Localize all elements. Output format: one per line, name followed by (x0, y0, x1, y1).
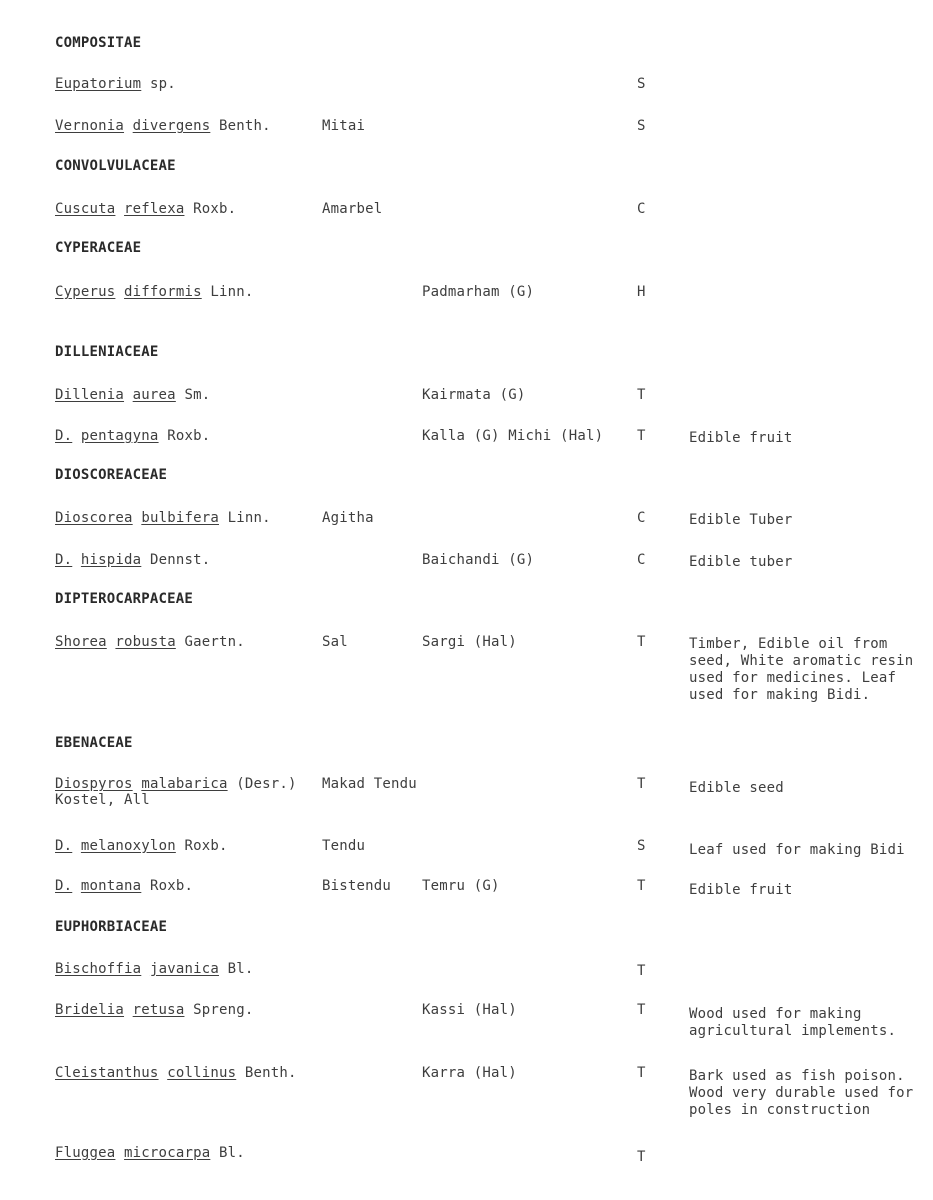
family-heading: EBENACEAE (55, 735, 133, 751)
local-name: Tendu (322, 838, 366, 854)
species-row (0, 634, 933, 714)
species-name: D. melanoxylon Roxb. (55, 838, 228, 854)
other-local-name: Karra (Hal) (422, 1065, 517, 1081)
other-local-name: Baichandi (G) (422, 552, 535, 568)
other-local-name: Temru (G) (422, 878, 500, 894)
habit-code: T (637, 428, 646, 444)
species-row (0, 1065, 933, 1125)
species-row (0, 201, 933, 221)
other-local-name: Kalla (G) Michi (Hal) (422, 428, 604, 444)
uses-note: Edible seed (689, 780, 784, 796)
species-name: Dillenia aurea Sm. (55, 387, 211, 403)
species-row (0, 76, 933, 96)
species-row (0, 510, 933, 530)
species-row (0, 961, 933, 981)
uses-note: Edible tuber (689, 554, 793, 570)
family-heading: EUPHORBIACEAE (55, 919, 168, 935)
family-heading: COMPOSITAE (55, 35, 142, 51)
species-name: Diospyros malabarica (Desr.) Kostel, All (55, 776, 297, 808)
species-name: Vernonia divergens Benth. (55, 118, 271, 134)
uses-note: Edible Tuber (689, 512, 793, 528)
species-name: Eupatorium sp. (55, 76, 176, 92)
species-row (0, 428, 933, 448)
other-local-name: Sargi (Hal) (422, 634, 517, 650)
species-name: Shorea robusta Gaertn. (55, 634, 245, 650)
local-name: Mitai (322, 118, 366, 134)
species-name: Cleistanthus collinus Benth. (55, 1065, 297, 1081)
species-row (0, 838, 933, 858)
habit-code: T (637, 387, 646, 403)
habit-code: T (637, 776, 646, 792)
species-name: Cyperus difformis Linn. (55, 284, 254, 300)
family-heading: DIPTEROCARPACEAE (55, 591, 194, 607)
other-local-name: Padmarham (G) (422, 284, 535, 300)
local-name: Bistendu (322, 878, 392, 894)
family-heading: CYPERACEAE (55, 240, 142, 256)
species-name: Cuscuta reflexa Roxb. (55, 201, 237, 217)
habit-code: T (637, 1065, 646, 1081)
species-row (0, 878, 933, 898)
species-row (0, 1145, 933, 1165)
species-row (0, 1002, 933, 1042)
habit-code: C (637, 510, 646, 526)
habit-code: T (637, 1149, 646, 1165)
species-name: Bischoffia javanica Bl. (55, 961, 254, 977)
local-name: Makad Tendu (322, 776, 417, 792)
local-name: Amarbel (322, 201, 383, 217)
species-row (0, 118, 933, 138)
other-local-name: Kassi (Hal) (422, 1002, 517, 1018)
species-name: D. hispida Dennst. (55, 552, 211, 568)
species-row (0, 284, 933, 304)
family-heading: DIOSCOREACEAE (55, 467, 168, 483)
habit-code: S (637, 838, 646, 854)
uses-note: Timber, Edible oil from seed, White aromatic resin used for medicines. Leaf used for making Bidi. (689, 636, 914, 703)
uses-note: Edible fruit (689, 882, 793, 898)
uses-note: Bark used as fish poison. Wood very durable used for poles in construction (689, 1068, 914, 1118)
species-name: Dioscorea bulbifera Linn. (55, 510, 271, 526)
local-name: Agitha (322, 510, 374, 526)
uses-note: Wood used for making agricultural implements. (689, 1006, 897, 1039)
species-row (0, 776, 933, 816)
family-heading: DILLENIACEAE (55, 344, 159, 360)
habit-code: H (637, 284, 646, 300)
uses-note: Leaf used for making Bidi (689, 842, 905, 858)
family-heading: CONVOLVULACEAE (55, 158, 176, 174)
habit-code: C (637, 552, 646, 568)
uses-note: Edible fruit (689, 430, 793, 446)
local-name: Sal (322, 634, 348, 650)
species-row (0, 552, 933, 572)
species-name: D. pentagyna Roxb. (55, 428, 211, 444)
other-local-name: Kairmata (G) (422, 387, 526, 403)
habit-code: T (637, 634, 646, 650)
habit-code: S (637, 76, 646, 92)
species-name: Bridelia retusa Spreng. (55, 1002, 254, 1018)
habit-code: C (637, 201, 646, 217)
species-row (0, 387, 933, 407)
species-name: D. montana Roxb. (55, 878, 194, 894)
habit-code: S (637, 118, 646, 134)
habit-code: T (637, 878, 646, 894)
habit-code: T (637, 1002, 646, 1018)
habit-code: T (637, 963, 646, 979)
species-name: Fluggea microcarpa Bl. (55, 1145, 245, 1161)
